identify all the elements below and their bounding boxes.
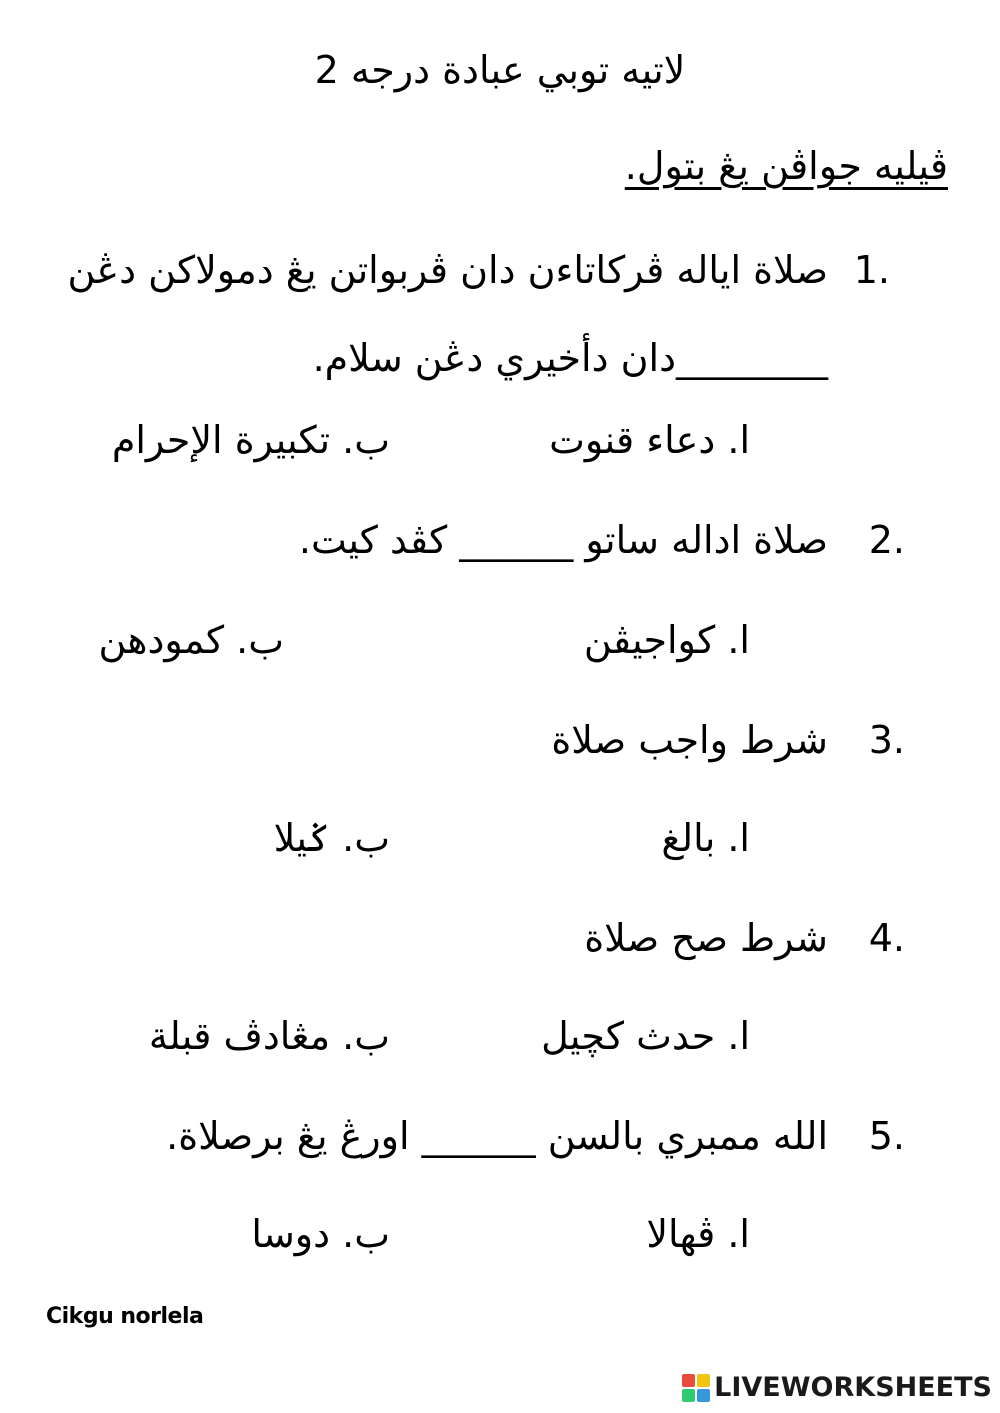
- option-b[interactable]: ب. تكبيرة الإحرام: [111, 418, 390, 462]
- option-a[interactable]: ا. بالغ: [661, 816, 750, 860]
- question-number: 3.: [868, 718, 905, 762]
- option-a[interactable]: ا. حدث كچيل: [541, 1014, 750, 1058]
- author-name: Cikgu norlela: [46, 1304, 204, 1329]
- question-text: صلاة اياله ڤركاتاءن دان ڤربواتن يڠ دمولاكن دڠن: [67, 248, 828, 292]
- option-b[interactable]: ب. كمودهن: [98, 618, 284, 662]
- option-a[interactable]: ا. دعاء قنوت: [549, 418, 750, 462]
- question-text: صلاة اداله ساتو ______ كڤد كيت.: [298, 518, 828, 562]
- option-b[interactable]: ب. دوسا: [251, 1212, 390, 1256]
- option-b[interactable]: ب. ݢيلا: [273, 816, 390, 860]
- watermark-text: LIVEWORKSHEETS: [714, 1372, 992, 1403]
- worksheet-title: لاتيه توبي عبادة درجه 2: [314, 48, 686, 92]
- liveworksheets-logo-icon: [682, 1374, 710, 1402]
- question-text: شرط صح صلاة: [584, 916, 828, 960]
- question-number: 4.: [868, 916, 905, 960]
- question-number: 5.: [868, 1114, 905, 1158]
- option-a[interactable]: ا. كواجيڤن: [583, 618, 750, 662]
- question-number: 2.: [868, 518, 905, 562]
- instruction: ڤيليه جواڤن يڠ بتول.: [624, 144, 948, 188]
- liveworksheets-watermark[interactable]: [682, 1372, 992, 1403]
- option-a[interactable]: ا. ڤهالا: [646, 1212, 750, 1256]
- question-text-continued: ________دان دأخيري دڠن سلام.: [312, 336, 828, 380]
- option-b[interactable]: ب. مڠادڤ قبلة: [148, 1014, 390, 1058]
- question-text: الله ممبري بالسن ______ اورڠ يڠ برصلاة.: [166, 1114, 828, 1158]
- question-text: شرط واجب صلاة: [551, 718, 828, 762]
- question-number: 1.: [853, 248, 890, 292]
